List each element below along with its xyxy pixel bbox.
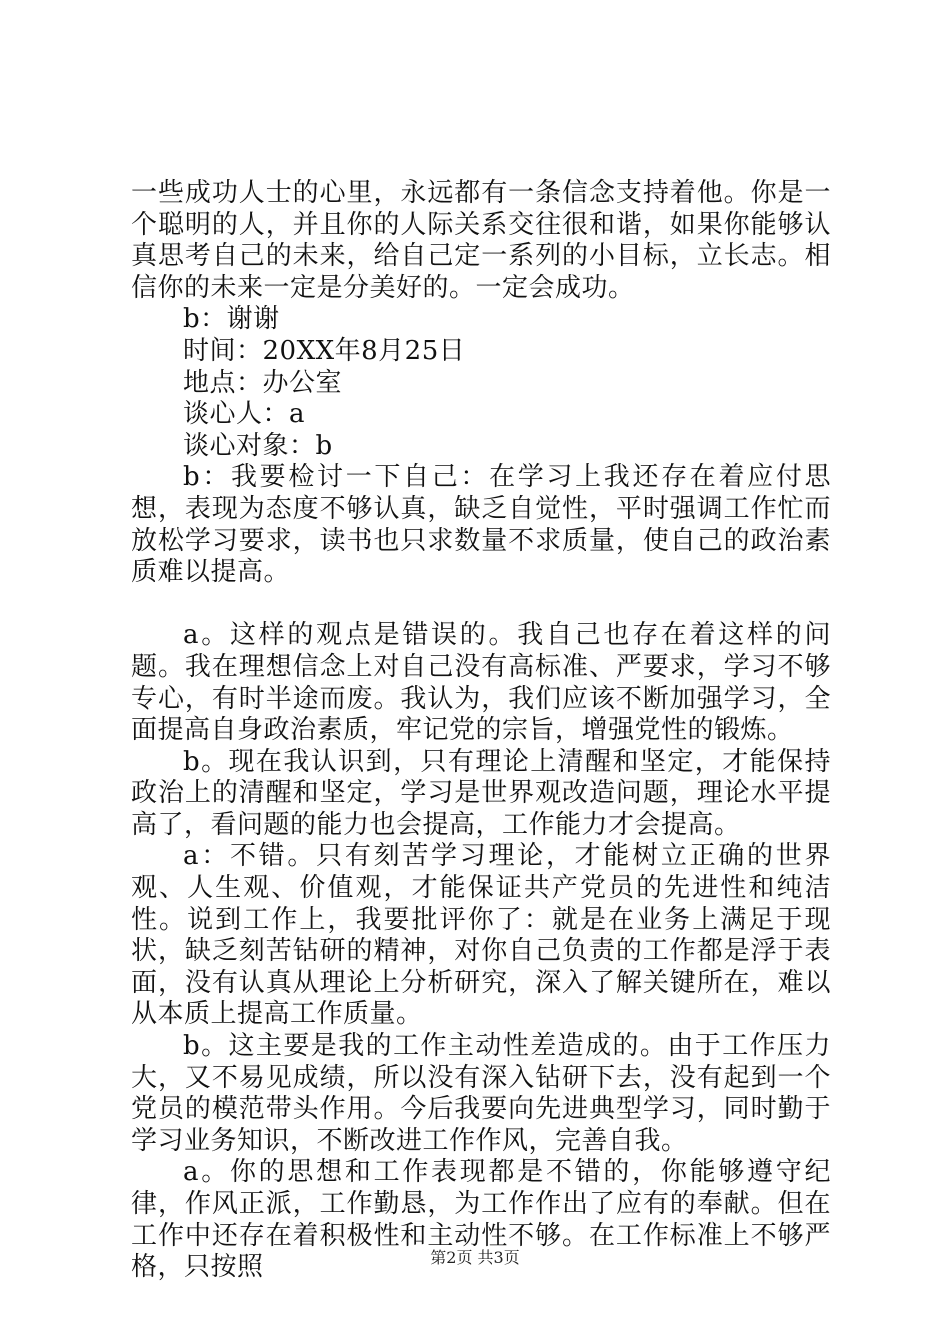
paragraph: a。这样的观点是错误的。我自己也存在着这样的问题。我在理想信念上对自己没有高标准、严要求，学习不够专心，有时半途而废。我认为，我们应该不断加强学习，全面提高自身政治素质，牢记党的宗旨，增强党性的锻炼。 [131,620,831,746]
page-footer: 第2页 共3页 [430,1248,520,1267]
paragraph: b。这主要是我的工作主动性差造成的。由于工作压力大，又不易见成绩，所以没有深入钻研下去，没有起到一个党员的模范带头作用。今后我要向先进典型学习，同时勤于学习业务知识，不断改进工作作风，完善自我。 [131,1031,831,1156]
paragraph: a：不错。只有刻苦学习理论，才能树立正确的世界观、人生观、价值观，才能保证共产党员的先进性和纯洁性。说到工作上，我要批评你了：就是在业务上满足于现状，缺乏刻苦钻研的精神，对你自己负责的工作都是浮于表面，没有认真从理论上分析研究，深入了解关键所在，难以从本质上提高工作质量。 [131,841,831,1030]
paragraph: a。你的思想和工作表现都是不错的，你能够遵守纪律，作风正派，工作勤恳，为工作作出了应有的奉献。但在工作中还存在着积极性和主动性不够。在工作标准上不够严格，只按照 [131,1157,831,1283]
paragraph: 时间：20XX年8月25日 [183,335,466,366]
paragraph: 谈心人：a [183,399,306,430]
paragraph: 地点：办公室 [183,367,343,398]
paragraph: 谈心对象：b [183,430,333,461]
paragraph: 一些成功人士的心里，永远都有一条信念支持着他。你是一个聪明的人，并且你的人际关系交往很和谐，如果你能够认真思考自己的未来，给自己定一系列的小目标，立长志。相信你的未来一定是分美好的。一定会成功。 [131,178,831,303]
document-body [131,178,831,1284]
paragraph: b。现在我认识到，只有理论上清醒和坚定，才能保持政治上的清醒和坚定，学习是世界观改造问题，理论水平提高了，看问题的能力也会提高，工作能力才会提高。 [131,746,831,840]
paragraph: b：我要检讨一下自己：在学习上我还存在着应付思想，表现为态度不够认真，缺乏自觉性，平时强调工作忙而放松学习要求，读书也只求数量不求质量，使自己的政治素质难以提高。 [131,462,831,588]
paragraph: b：谢谢 [183,304,280,335]
